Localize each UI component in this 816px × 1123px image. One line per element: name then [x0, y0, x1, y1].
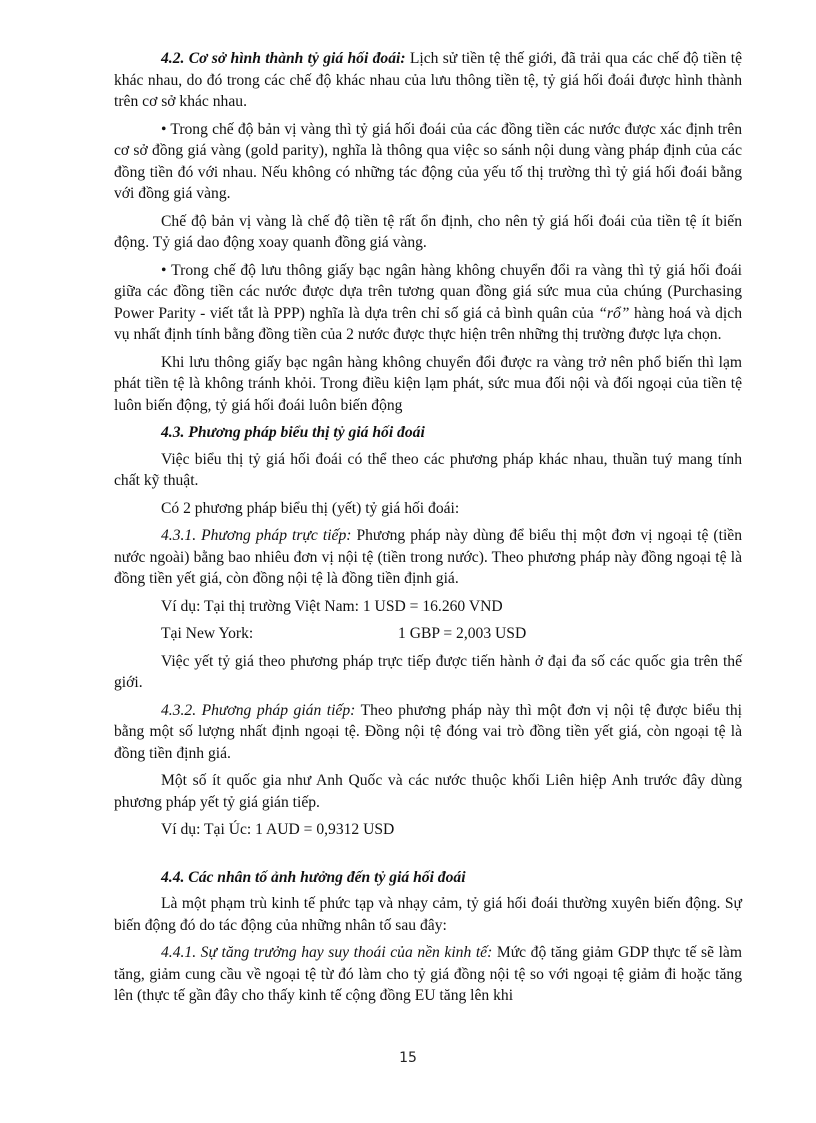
example-vietnam: Ví dụ: Tại thị trường Việt Nam: 1 USD = 16.260 VND — [161, 597, 503, 615]
paragraph-gold-standard: • Trong chế độ bản vị vàng thì tỷ giá hối đoái của các đồng tiền các nước được xác định trên cơ sở đồng giá vàng (gold parity), nghĩa là thông qua việc so sánh nội dung vàng pháp định của các đồng tiền đó với nhau. Nếu không có những tác động của yếu tố thị trường thì tỷ giá hối đoái bằng với đồng giá vàng. — [114, 120, 742, 202]
document-page — [114, 48, 742, 1013]
paragraph-indirect-method: 4.3.2. Phương pháp gián tiếp: Theo phương pháp này thì một đơn vị nội tệ được biểu thị bằng một số lượng nhất định ngoại tệ. Đồng nội tệ đóng vai trò đồng tiền yết giá, còn ngoại tệ là đồng tiền định giá. — [114, 701, 742, 762]
example-australia: Ví dụ: Tại Úc: 1 AUD = 0,9312 USD — [161, 821, 395, 838]
paragraph-factors-intro: Là một phạm trù kinh tế phức tạp và nhạy cảm, tỷ giá hối đoái thường xuyên biến động. Sự biến động đó do tác động của những nhân tố sau đây: — [114, 895, 742, 934]
paragraph-indirect-usage: Một số ít quốc gia như Anh Quốc và các nước thuộc khối Liên hiệp Anh trước đây dùng phương pháp yết tỷ giá gián tiếp. — [114, 772, 742, 811]
section-4-2-heading: 4.2. Cơ sở hình thành tỷ giá hối đoái: — [161, 50, 406, 67]
example-new-york: Tại New York: 1 GBP = 2,003 USD — [161, 625, 527, 642]
indirect-method-title: 4.3.2. Phương pháp gián tiếp: — [161, 701, 356, 719]
paragraph-economic-growth: 4.4.1. Sự tăng trưởng hay suy thoái của nền kinh tế: Mức độ tăng giảm GDP thực tế sẽ làm tăng, giảm cung cầu về ngoại tệ từ đó làm cho tỷ giá đồng nội tệ so với ngoại tệ giảm đi hoặc tăng lên (thực tế gần đây cho thấy kinh tế cộng đồng EU tăng lên khi — [114, 944, 742, 1004]
page-number: 15 — [399, 1050, 417, 1066]
paragraph-ppp: • Trong chế độ lưu thông giấy bạc ngân hàng không chuyển đổi ra vàng thì tỷ giá hối đoái giữa các đồng tiền các nước được dựa trên tương quan đồng giá sức mua của chúng (Purchasing Power Parity - viết tắt là PPP) nghĩa là dựa trên chỉ số giá cả bình quân của “rổ” hàng hoá và dịch vụ nhất định tính bằng đồng tiền của 2 nước được thực hiện trên những thị trường được lựa chọn. — [114, 261, 742, 343]
paragraph-direct-method: 4.3.1. Phương pháp trực tiếp: Phương pháp này dùng để biểu thị một đơn vị ngoại tệ (tiền nước ngoài) bằng bao nhiêu đơn vị nội tệ (tiền trong nước). Theo phương pháp này đồng ngoại tệ là đồng tiền yết giá, còn đồng nội tệ là đồng tiền định giá. — [114, 527, 742, 587]
economic-growth-title: 4.4.1. Sự tăng trưởng hay suy thoái của nền kinh tế: — [161, 944, 493, 961]
direct-method-title: 4.3.1. Phương pháp trực tiếp: — [161, 527, 352, 544]
paragraph-methods-intro: Việc biểu thị tỷ giá hối đoái có thể theo các phương pháp khác nhau, thuần tuý mang tính chất kỹ thuật. — [114, 450, 742, 489]
paragraph-direct-usage: Việc yết tỷ giá theo phương pháp trực tiếp được tiến hành ở đại đa số các quốc gia trên thế giới. — [114, 652, 742, 691]
section-4-2-intro: 4.2. Cơ sở hình thành tỷ giá hối đoái: Lịch sử tiền tệ thế giới, đã trải qua các chế độ tiền tệ khác nhau, do đó trong các chế độ khác nhau của lưu thông tiền tệ, tỷ giá hối đoái được hình thành trên cơ sở khác nhau. — [114, 50, 742, 110]
paragraph-gold-stability: Chế độ bản vị vàng là chế độ tiền tệ rất ổn định, cho nên tỷ giá hối đoái của tiền tệ ít biến động. Tỷ giá dao động xoay quanh đồng giá vàng. — [114, 212, 742, 251]
spacer — [114, 847, 742, 867]
paragraph-inflation: Khi lưu thông giấy bạc ngân hàng không chuyển đổi được ra vàng trở nên phổ biến thì lạm phát tiền tệ là không tránh khỏi. Trong điều kiện lạm phát, sức mua đối nội và đối ngoại của tiền tệ luôn biến động, tỷ giá hối đoái luôn biến động — [114, 353, 742, 414]
section-4-4-heading: 4.4. Các nhân tố ảnh hưởng đến tỷ giá hối đoái — [161, 868, 466, 886]
section-4-3-heading: 4.3. Phương pháp biểu thị tỷ giá hối đoái — [161, 424, 425, 441]
basket-term: “rổ” — [598, 304, 630, 322]
paragraph-two-methods: Có 2 phương pháp biểu thị (yết) tỷ giá hối đoái: — [161, 499, 460, 517]
